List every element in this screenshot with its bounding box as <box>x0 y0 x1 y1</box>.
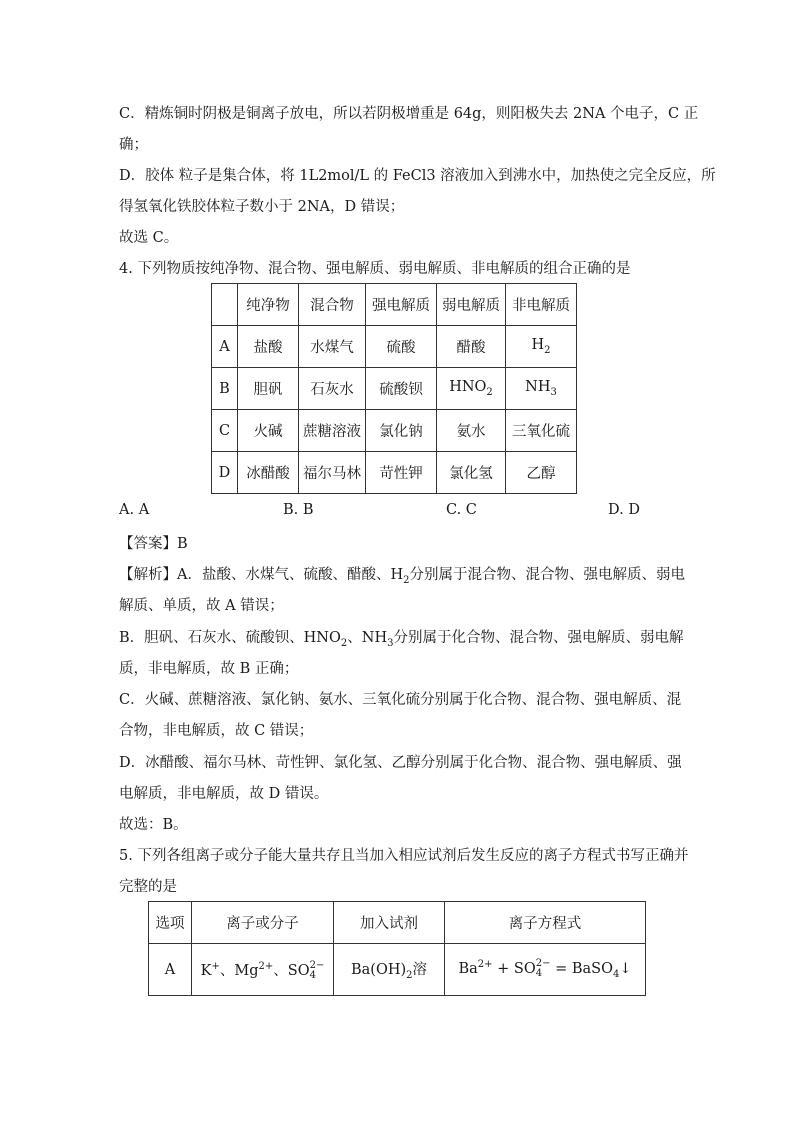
analysis-line: C．火碱、蔗糖溶液、氯化钠、氨水、三氧化硫分别属于化合物、混合物、强电解质、混 <box>119 692 682 708</box>
table-cell: A <box>212 326 238 368</box>
table-cell: 胆矾 <box>238 368 299 410</box>
table-header: 选项 <box>149 902 192 944</box>
table-cell: 氨水 <box>437 410 506 452</box>
option-b: B. B <box>283 502 314 518</box>
table-header: 混合物 <box>299 284 366 326</box>
table-cell: 氯化氢 <box>437 452 506 494</box>
analysis-line: B．胆矾、石灰水、硫酸钡、$HNO_2$、$NH_3$分别属于化合物、混合物、强电解质、弱电解 <box>119 630 684 649</box>
table-cell: 水煤气 <box>299 326 366 368</box>
option-a: A. A <box>119 502 150 518</box>
table-header: 纯净物 <box>238 284 299 326</box>
question-4-stem: 4. 下列物质按纯净物、混合物、强电解质、弱电解质、非电解质的组合正确的是 <box>119 261 631 277</box>
text-span: 分别属于化合物、混合物、强电解质、弱电解 <box>393 630 684 646</box>
table-header: 离子或分子 <box>192 902 334 944</box>
table-header: 离子方程式 <box>445 902 646 944</box>
text-line: 故选 C。 <box>119 230 179 246</box>
table-cell: C <box>212 410 238 452</box>
table-cell: 福尔马林 <box>299 452 366 494</box>
analysis-line: 【解析】A．盐酸、水煤气、硫酸、醋酸、$H_2$分别属于混合物、混合物、强电解质、弱电 <box>119 567 686 586</box>
option-c: C. C <box>446 502 477 518</box>
table-cell: 苛性钾 <box>366 452 437 494</box>
table-cell: 硫酸钡 <box>366 368 437 410</box>
table-cell: 乙醇 <box>506 452 577 494</box>
text-span: B．胆矾、石灰水、硫酸钡、 <box>119 630 304 646</box>
table-cell: 硫酸 <box>366 326 437 368</box>
analysis-line: 故选：B。 <box>119 817 188 833</box>
text-line: C．精炼铜时阴极是铜离子放电，所以若阴极增重是 64g，则阳极失去 2NA 个电子，C 正 <box>119 106 699 122</box>
text-line: D．胶体 粒子是集合体，将 1L2mol/L 的 FeCl3 溶液加入到沸水中，加热使之完全反应，所 <box>119 168 716 184</box>
table-cell <box>212 284 238 326</box>
text-span: 溶 <box>412 962 428 979</box>
table-cell: 火碱 <box>238 410 299 452</box>
table-header: 强电解质 <box>366 284 437 326</box>
option-d: D. D <box>608 502 640 518</box>
table-cell: $HNO_2$ <box>437 368 506 410</box>
table-cell: 盐酸 <box>238 326 299 368</box>
analysis-line: D．冰醋酸、福尔马林、苛性钾、氯化氢、乙醇分别属于化合物、混合物、强电解质、强 <box>119 755 682 771</box>
analysis-line: 电解质，非电解质，故 D 错误。 <box>119 786 329 802</box>
question-5-stem: 完整的是 <box>119 879 177 895</box>
table-cell: B <box>212 368 238 410</box>
table-cell: 冰醋酸 <box>238 452 299 494</box>
table-cell: 氯化钠 <box>366 410 437 452</box>
table-cell: A <box>149 944 192 996</box>
table-cell: 三氧化硫 <box>506 410 577 452</box>
analysis-line: 合物，非电解质，故 C 错误； <box>119 723 314 739</box>
table-cell: $NH_3$ <box>506 368 577 410</box>
table-cell: 蔗糖溶液 <box>299 410 366 452</box>
text-line: 得氢氧化铁胶体粒子数小于 2NA，D 错误； <box>119 199 405 215</box>
text-span: 【解析】A．盐酸、水煤气、硫酸、醋酸、 <box>119 567 391 583</box>
table-header: 弱电解质 <box>437 284 506 326</box>
table-cell: $Ba(OH)_2$溶 <box>334 944 445 996</box>
table-cell: $H_2$ <box>506 326 577 368</box>
text-line: 确； <box>119 137 148 153</box>
question-5-stem: 5. 下列各组离子或分子能大量共存且当加入相应试剂后发生反应的离子方程式书写正确并 <box>119 848 689 864</box>
table-header: 加入试剂 <box>334 902 445 944</box>
text-span: 分别属于混合物、混合物、强电解质、弱电 <box>409 567 686 583</box>
table-cell: $Ba^{2+} + SO2-$ 4 = BaSO$_4$↓ <box>445 944 646 996</box>
table-cell: K+、$Mg^{2+}$、SO2− 4 <box>192 944 334 996</box>
q4-table <box>211 283 577 494</box>
table-cell: D <box>212 452 238 494</box>
table-cell: 醋酸 <box>437 326 506 368</box>
analysis-line: 质，非电解质，故 B 正确； <box>119 661 299 677</box>
analysis-line: 解质、单质，故 A 错误； <box>119 598 284 614</box>
table-cell: 石灰水 <box>299 368 366 410</box>
table-header: 非电解质 <box>506 284 577 326</box>
answer-line: 【答案】B <box>119 536 188 552</box>
q5-table <box>148 901 646 996</box>
